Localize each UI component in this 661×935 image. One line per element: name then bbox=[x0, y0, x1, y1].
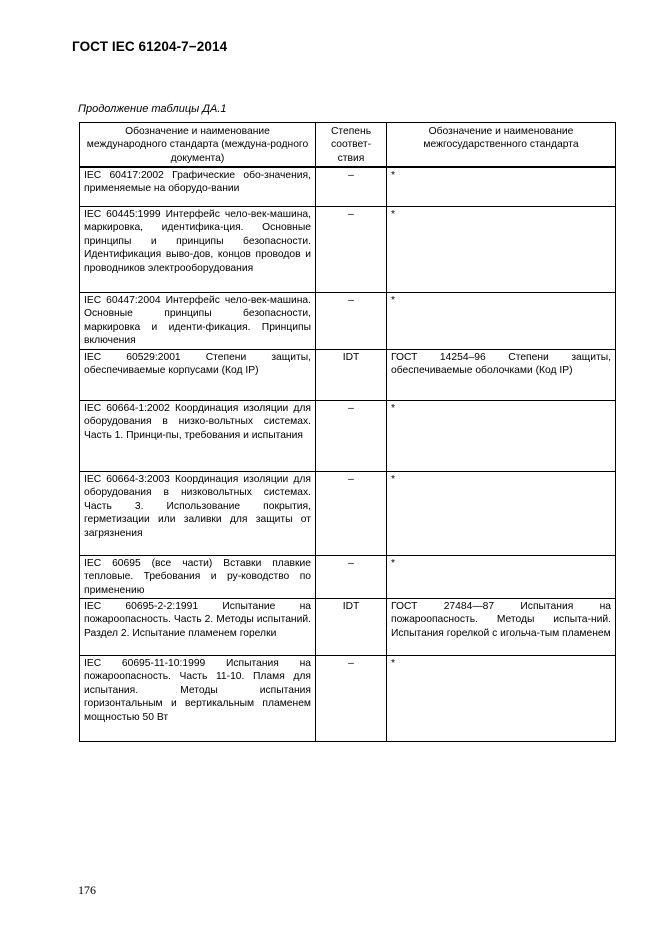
international-standard-cell: IEC 60664-1:2002 Координация изоляции для оборудования в низко-вольтных системах. Часть 1. Принци-пы, требования и испытания bbox=[80, 401, 316, 472]
column-header-international: Обозначение и наименование международного стандарта (междуна-родного документа) bbox=[80, 123, 316, 167]
degree-cell: – bbox=[316, 556, 387, 599]
table-row bbox=[80, 656, 616, 742]
column-header-national: Обозначение и наименование межгосударственного стандарта bbox=[387, 123, 616, 167]
international-standard-cell: IEC 60664-3:2003 Координация изоляции для оборудования в низковольтных системах. Часть 3. Использование покрытия, герметизации или заливки для защиты от загрязнения bbox=[80, 472, 316, 556]
international-standard-cell: IEC 60447:2004 Интерфейс чело-век-машина. Основные принципы безопасности, маркировка и иденти-фикация. Принципы включения bbox=[80, 293, 316, 350]
international-standard-cell: IEC 60529:2001 Степени защиты, обеспечиваемые корпусами (Код IP) bbox=[80, 350, 316, 401]
national-standard-cell: * bbox=[387, 207, 616, 293]
national-standard-cell: * bbox=[387, 167, 616, 207]
international-standard-cell: IEC 60695-11-10:1999 Испытания на пожароопасность. Часть 11-10. Пламя для испытания. Методы испытания горизонтальным и вертикальным пламенем мощностью 50 Вт bbox=[80, 656, 316, 742]
international-standard-cell: IEC 60445:1999 Интерфейс чело-век-машина, маркировка, идентифика-ция. Основные принципы и принципы безопасности. Идентификация выво-дов, концов проводов и проводников электрооборудования bbox=[80, 207, 316, 293]
international-standard-cell: IEC 60695 (все части) Вставки плавкие тепловые. Требования и ру-ководство по применению bbox=[80, 556, 316, 599]
national-standard-cell: ГОСТ 27484—87 Испытания на пожароопасность. Методы испыта-ний. Испытания горелкой с игольча-тым пламенем bbox=[387, 599, 616, 656]
national-standard-cell: * bbox=[387, 556, 616, 599]
table-row bbox=[80, 207, 616, 293]
degree-cell: – bbox=[316, 167, 387, 207]
table-row bbox=[80, 293, 616, 350]
table-row bbox=[80, 472, 616, 556]
column-header-degree: Степень соответ-ствия bbox=[316, 123, 387, 167]
national-standard-cell: * bbox=[387, 401, 616, 472]
table-header bbox=[80, 123, 616, 167]
degree-cell: IDT bbox=[316, 350, 387, 401]
degree-cell: – bbox=[316, 656, 387, 742]
degree-cell: – bbox=[316, 401, 387, 472]
national-standard-cell: * bbox=[387, 472, 616, 556]
national-standard-cell: * bbox=[387, 293, 616, 350]
international-standard-cell: IEC 60695-2-2:1991 Испытание на пожароопасность. Часть 2. Методы испытаний. Раздел 2. Испытание пламенем горелки bbox=[80, 599, 316, 656]
degree-cell: – bbox=[316, 207, 387, 293]
national-standard-cell: ГОСТ 14254–96 Степени защиты, обеспечиваемые оболочками (Код IP) bbox=[387, 350, 616, 401]
national-standard-cell: * bbox=[387, 656, 616, 742]
degree-cell: IDT bbox=[316, 599, 387, 656]
degree-cell: – bbox=[316, 472, 387, 556]
table-row bbox=[80, 556, 616, 599]
standards-table bbox=[79, 122, 616, 742]
degree-cell: – bbox=[316, 293, 387, 350]
document-title: ГОСТ IEC 61204-7−2014 bbox=[72, 39, 228, 54]
table-row bbox=[80, 599, 616, 656]
page-number: 176 bbox=[78, 883, 96, 897]
table-caption: Продолжение таблицы ДА.1 bbox=[78, 103, 227, 115]
international-standard-cell: IEC 60417:2002 Графические обо-значения, применяемые на оборудо-вании bbox=[80, 167, 316, 207]
table-row bbox=[80, 167, 616, 207]
table-row bbox=[80, 350, 616, 401]
table-row bbox=[80, 401, 616, 472]
